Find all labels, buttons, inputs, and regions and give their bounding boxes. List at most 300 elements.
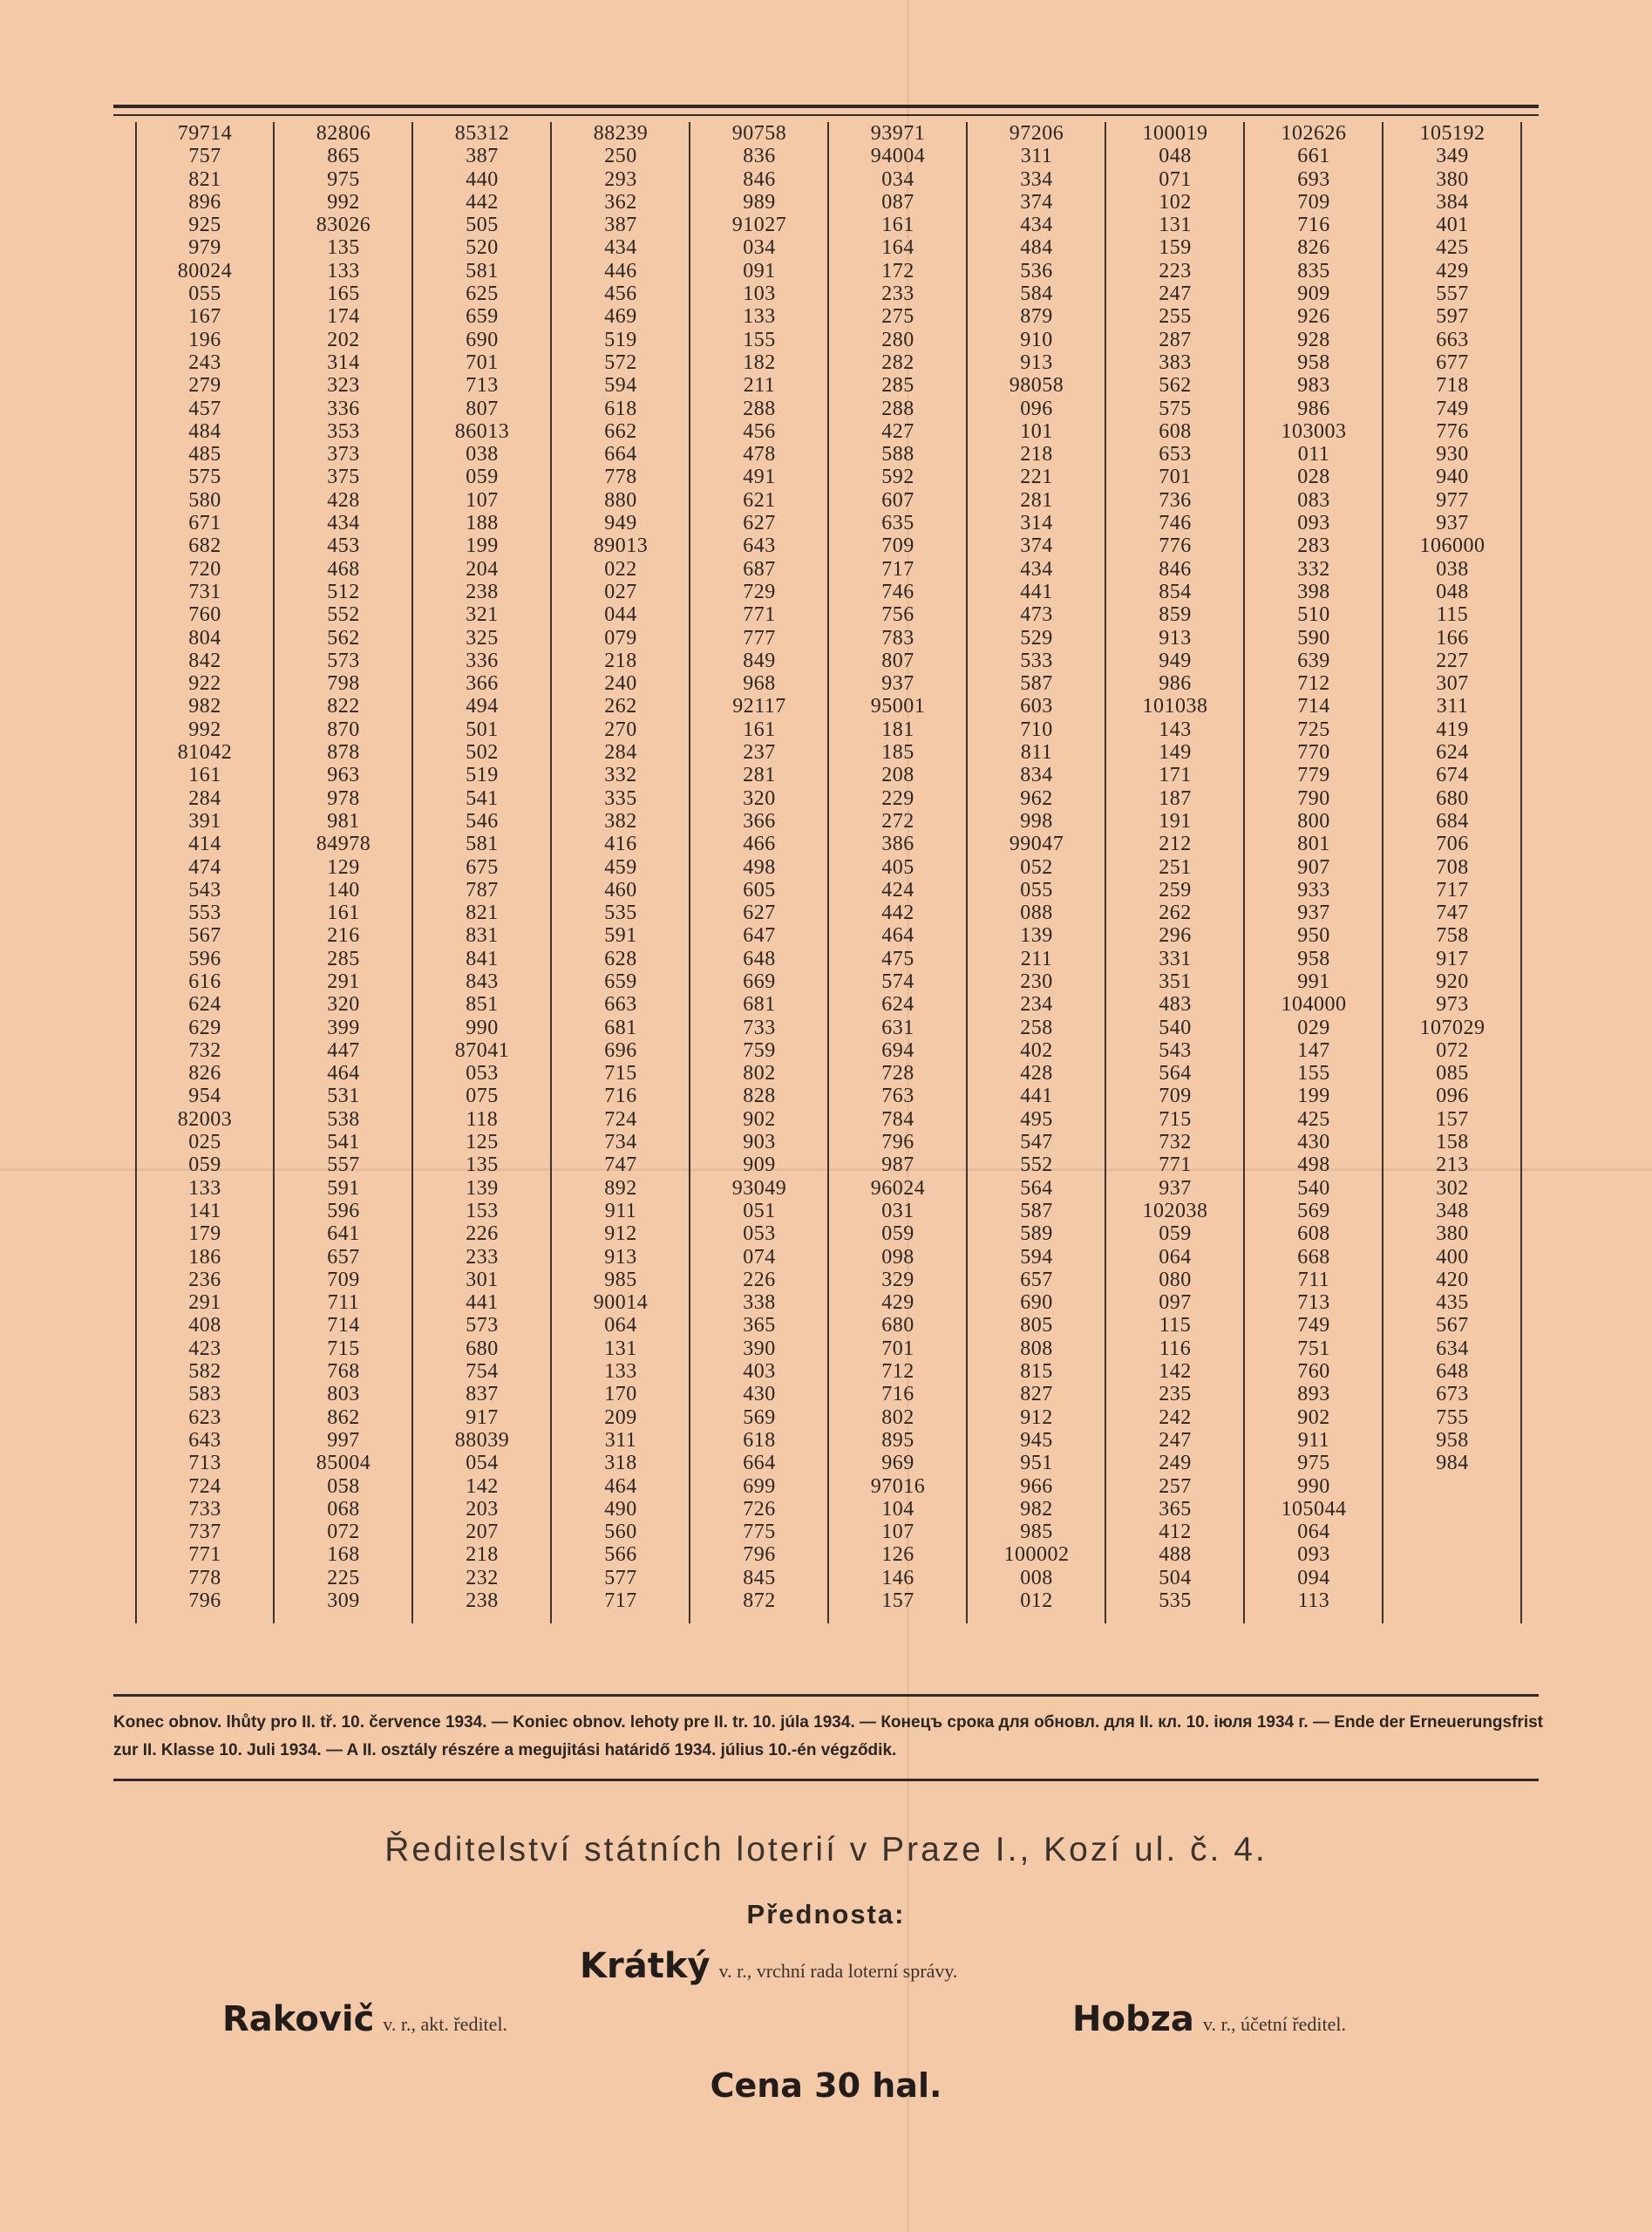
ticket-number: 048: [1436, 580, 1469, 603]
ticket-number: 580: [188, 488, 221, 512]
ticket-number: 643: [188, 1428, 221, 1452]
ticket-number: 080: [1159, 1268, 1192, 1291]
ticket-number: 115: [1159, 1314, 1192, 1337]
ticket-number: 831: [466, 924, 499, 948]
ticket-number: 992: [188, 718, 221, 741]
ticket-number: 717: [1436, 878, 1469, 902]
ticket-number: 659: [604, 970, 637, 993]
ticket-number: 491: [743, 466, 776, 489]
ticket-number: 854: [1159, 580, 1192, 603]
ticket-number: 291: [188, 1291, 221, 1315]
ticket-number: 235: [1159, 1383, 1192, 1406]
ticket-number: 488: [1159, 1543, 1192, 1567]
ticket-number: 416: [604, 833, 637, 856]
ticket-number: 531: [327, 1085, 360, 1108]
ticket-number: 907: [1297, 855, 1330, 879]
ticket-number: 498: [743, 855, 776, 879]
ticket-number: 383: [1159, 350, 1192, 374]
ticket-number: 329: [881, 1268, 914, 1291]
ticket-number: 842: [188, 649, 221, 672]
ticket-number: 690: [466, 328, 499, 351]
ticket-number: 732: [188, 1038, 221, 1062]
ticket-number: 913: [1159, 626, 1192, 650]
ticket-number: 485: [188, 443, 221, 466]
ticket-number: 025: [188, 1131, 221, 1154]
ticket-number: 196: [188, 328, 221, 351]
ticket-number: 209: [604, 1405, 637, 1429]
ticket-number: 714: [327, 1314, 360, 1337]
ticket-number: 828: [743, 1085, 776, 1108]
ticket-number: 034: [881, 167, 914, 191]
ticket-number: 484: [1020, 236, 1053, 260]
number-column-3: [414, 122, 552, 1623]
ticket-number: 048: [1159, 145, 1192, 168]
ticket-number: 442: [466, 190, 499, 214]
ticket-number: 459: [604, 855, 637, 879]
ticket-number: 116: [1159, 1337, 1192, 1360]
ticket-number: 159: [1159, 236, 1192, 260]
ticket-number: 255: [1159, 305, 1192, 329]
ticket-number: 84978: [316, 833, 371, 856]
ticket-number: 519: [604, 328, 637, 351]
ticket-number: 82806: [316, 122, 371, 145]
ticket-number: 174: [327, 305, 360, 329]
ticket-number: 079: [604, 626, 637, 650]
ticket-number: 841: [466, 947, 499, 970]
ticket-number: 90758: [731, 122, 787, 145]
ticket-number: 987: [881, 1153, 914, 1177]
ticket-number: 618: [743, 1428, 776, 1452]
ticket-number: 100002: [1003, 1543, 1070, 1567]
ticket-number: 191: [1159, 809, 1192, 833]
ticket-number: 158: [1436, 1131, 1469, 1154]
ticket-number: 129: [327, 855, 360, 879]
ticket-number: 716: [604, 1085, 637, 1108]
notice-top-rule: [113, 1694, 1539, 1697]
ticket-number: 85312: [454, 122, 510, 145]
ticket-number: 771: [743, 603, 776, 627]
ticket-number: 051: [743, 1199, 776, 1222]
ticket-number: 139: [466, 1176, 499, 1200]
ticket-number: 596: [188, 947, 221, 970]
ticket-number: 733: [743, 1016, 776, 1039]
ticket-number: 282: [881, 350, 914, 374]
ticket-number: 105192: [1419, 122, 1485, 145]
ticket-number: 975: [327, 167, 360, 191]
ticket-number: 862: [327, 1405, 360, 1429]
ticket-number: 072: [1436, 1038, 1469, 1062]
ticket-number: 468: [327, 557, 360, 581]
ticket-number: 540: [1159, 1016, 1192, 1039]
ticket-number: 457: [188, 397, 221, 420]
ticket-number: 466: [743, 833, 776, 856]
ticket-number: 172: [881, 259, 914, 282]
ticket-number: 711: [327, 1291, 360, 1315]
ticket-number: 237: [743, 741, 776, 765]
ticket-number: 928: [1297, 328, 1330, 351]
ticket-number: 896: [188, 190, 221, 214]
ticket-number: 879: [1020, 305, 1053, 329]
ticket-number: 710: [1020, 718, 1053, 741]
ticket-number: 591: [604, 924, 637, 948]
ticket-number: 102038: [1142, 1199, 1208, 1222]
ticket-number: 732: [1159, 1131, 1192, 1154]
ticket-number: 625: [466, 282, 499, 306]
ticket-number: 447: [327, 1038, 360, 1062]
ticket-number: 168: [327, 1543, 360, 1567]
ticket-number: 212: [1159, 833, 1192, 856]
renewal-deadline-notice: Konec obnov. lhůty pro II. tř. 10. července 1934. — Koniec obnov. lehoty pre II. tr. 10. júla 1934. — Конецъ срока для обновл. для II. кл. 10. іюля 1934 г. — Ende der Erneuerungsfrist zur II. Klasse 10. Juli 1934. — A II. osztály részére a megujitási határidő 1934. július 10.-én végződik.: [113, 1713, 1543, 1759]
ticket-number: 475: [881, 947, 914, 970]
ticket-number: 982: [188, 695, 221, 718]
ticket-number: 584: [1020, 282, 1053, 306]
ticket-number: 103003: [1281, 419, 1347, 443]
ticket-number: 709: [1297, 190, 1330, 214]
ticket-number: 055: [1020, 878, 1053, 902]
ticket-number: 399: [327, 1016, 360, 1039]
ticket-number: 754: [466, 1360, 499, 1384]
ticket-number: 97206: [1009, 122, 1064, 145]
ticket-number: 143: [1159, 718, 1192, 741]
number-column-1: [137, 122, 275, 1623]
ticket-number: 708: [1436, 855, 1469, 879]
ticket-number: 834: [1020, 764, 1053, 787]
ticket-number: 621: [743, 488, 776, 512]
ticket-number: 662: [604, 419, 637, 443]
ticket-number: 912: [604, 1222, 637, 1246]
ticket-number: 071: [1159, 167, 1192, 191]
ticket-number: 139: [1020, 924, 1053, 948]
ticket-number: 759: [743, 1038, 776, 1062]
ticket-number: 419: [1436, 718, 1469, 741]
ticket-number: 978: [327, 786, 360, 810]
ticket-number: 575: [1159, 397, 1192, 420]
ticket-number: 88239: [593, 122, 649, 145]
ticket-number: 784: [881, 1107, 914, 1131]
ticket-number: 827: [1020, 1383, 1053, 1406]
ticket-number: 038: [1436, 557, 1469, 581]
ticket-number: 495: [1020, 1107, 1053, 1131]
ticket-number: 390: [743, 1337, 776, 1360]
ticket-number: 597: [1436, 305, 1469, 329]
ticket-number: 484: [188, 419, 221, 443]
ticket-number: 89013: [593, 534, 649, 558]
ticket-number: 878: [327, 741, 360, 765]
ticket-number: 715: [327, 1337, 360, 1360]
ticket-number: 985: [604, 1268, 637, 1291]
ticket-number: 434: [604, 236, 637, 260]
ticket-number: 796: [743, 1543, 776, 1567]
ticket-number: 940: [1436, 466, 1469, 489]
ticket-number: 541: [327, 1131, 360, 1154]
ticket-number: 998: [1020, 809, 1053, 833]
ticket-number: 663: [1436, 328, 1469, 351]
ticket-number: 059: [881, 1222, 914, 1246]
ticket-number: 552: [327, 603, 360, 627]
ticket-number: 464: [881, 924, 914, 948]
ticket-number: 113: [1297, 1589, 1330, 1612]
ticket-number: 146: [881, 1566, 914, 1589]
signer-center: [580, 1946, 957, 1986]
ticket-number: 802: [743, 1062, 776, 1085]
ticket-number: 97016: [870, 1474, 926, 1498]
ticket-number: 564: [1020, 1176, 1053, 1200]
ticket-number: 603: [1020, 695, 1053, 718]
ticket-number: 910: [1020, 328, 1053, 351]
ticket-number: 803: [327, 1383, 360, 1406]
ticket-number: 434: [327, 512, 360, 535]
ticket-number: 142: [466, 1474, 499, 1498]
ticket-number: 865: [327, 145, 360, 168]
ticket-number: 760: [188, 603, 221, 627]
ticket-number: 681: [604, 1016, 637, 1039]
ticket-number: 053: [466, 1062, 499, 1085]
ticket-number: 311: [604, 1428, 637, 1452]
ticket-number: 412: [1159, 1521, 1192, 1544]
ticket-number: 223: [1159, 259, 1192, 282]
ticket-number: 575: [188, 466, 221, 489]
ticket-number: 81042: [177, 741, 233, 765]
ticket-number: 446: [604, 259, 637, 282]
ticket-number: 512: [327, 580, 360, 603]
ticket-number: 185: [881, 741, 914, 765]
ticket-number: 202: [327, 328, 360, 351]
ticket-number: 543: [188, 878, 221, 902]
ticket-number: 423: [188, 1337, 221, 1360]
ticket-number: 262: [1159, 902, 1192, 925]
ticket-number: 038: [466, 443, 499, 466]
winning-numbers-table: [135, 122, 1523, 1623]
ticket-number: 262: [604, 695, 637, 718]
ticket-number: 639: [1297, 649, 1330, 672]
ticket-number: 161: [327, 902, 360, 925]
ticket-number: 992: [327, 190, 360, 214]
ticket-number: 441: [1020, 1085, 1053, 1108]
ticket-number: 440: [466, 167, 499, 191]
head-label: Přednosta:: [746, 1899, 906, 1929]
ticket-number: 720: [188, 557, 221, 581]
ticket-number: 870: [327, 718, 360, 741]
ticket-number: 242: [1159, 1405, 1192, 1429]
ticket-number: 233: [466, 1245, 499, 1269]
ticket-number: 101: [1020, 419, 1053, 443]
ticket-number: 973: [1436, 993, 1469, 1017]
ticket-number: 331: [1159, 947, 1192, 970]
ticket-number: 713: [188, 1452, 221, 1475]
ticket-number: 334: [1020, 167, 1053, 191]
ticket-number: 096: [1436, 1085, 1469, 1108]
ticket-number: 627: [743, 512, 776, 535]
ticket-number: 064: [1297, 1521, 1330, 1544]
ticket-number: 755: [1436, 1405, 1469, 1429]
ticket-number: 318: [604, 1452, 637, 1475]
ticket-number: 105044: [1281, 1497, 1347, 1521]
ticket-number: 747: [1436, 902, 1469, 925]
ticket-number: 221: [1020, 466, 1053, 489]
ticket-number: 804: [188, 626, 221, 650]
ticket-number: 796: [188, 1589, 221, 1612]
ticket-number: 323: [327, 374, 360, 398]
ticket-number: 631: [881, 1016, 914, 1039]
ticket-number: 605: [743, 878, 776, 902]
ticket-number: 428: [327, 488, 360, 512]
ticket-number: 589: [1020, 1222, 1053, 1246]
ticket-number: 997: [327, 1428, 360, 1452]
ticket-number: 594: [1020, 1245, 1053, 1269]
ticket-number: 736: [1159, 488, 1192, 512]
ticket-number: 314: [327, 350, 360, 374]
ticket-number: 171: [1159, 764, 1192, 787]
ticket-number: 716: [1297, 214, 1330, 237]
ticket-number: 093: [1297, 512, 1330, 535]
ticket-number: 301: [466, 1268, 499, 1291]
ticket-number: 768: [327, 1360, 360, 1384]
ticket-number: 072: [327, 1521, 360, 1544]
ticket-number: 958: [1436, 1428, 1469, 1452]
ticket-number: 027: [604, 580, 637, 603]
ticket-number: 982: [1020, 1497, 1053, 1521]
ticket-number: 582: [188, 1360, 221, 1384]
ticket-number: 641: [327, 1222, 360, 1246]
ticket-number: 259: [1159, 878, 1192, 902]
ticket-number: 540: [1297, 1176, 1330, 1200]
ticket-number: 103: [743, 282, 776, 306]
ticket-number: 249: [1159, 1452, 1192, 1475]
ticket-number: 100019: [1142, 122, 1208, 145]
ticket-number: 717: [604, 1589, 637, 1612]
ticket-number: 569: [1297, 1199, 1330, 1222]
ticket-number: 826: [188, 1062, 221, 1085]
ticket-number: 664: [604, 443, 637, 466]
ticket-number: 86013: [454, 419, 510, 443]
ticket-number: 147: [1297, 1038, 1330, 1062]
ticket-number: 012: [1020, 1589, 1053, 1612]
ticket-number: 102: [1159, 190, 1192, 214]
ticket-number: 749: [1297, 1314, 1330, 1337]
ticket-number: 106000: [1419, 534, 1485, 558]
ticket-number: 668: [1297, 1245, 1330, 1269]
ticket-number: 590: [1297, 626, 1330, 650]
ticket-number: 011: [1297, 443, 1330, 466]
ticket-number: 085: [1436, 1062, 1469, 1085]
ticket-number: 657: [327, 1245, 360, 1269]
ticket-number: 787: [466, 878, 499, 902]
ticket-number: 802: [881, 1405, 914, 1429]
number-column-5: [691, 122, 829, 1623]
ticket-number: 821: [188, 167, 221, 191]
ticket-number: 365: [1159, 1497, 1192, 1521]
ticket-number: 771: [1159, 1153, 1192, 1177]
ticket-number: 93049: [731, 1176, 787, 1200]
ticket-number: 567: [188, 924, 221, 948]
ticket-number: 387: [604, 214, 637, 237]
ticket-number: 712: [1297, 672, 1330, 696]
ticket-number: 714: [1297, 695, 1330, 718]
ticket-number: 618: [604, 397, 637, 420]
ticket-number: 981: [327, 809, 360, 833]
ticket-number: 917: [1436, 947, 1469, 970]
ticket-number: 826: [1297, 236, 1330, 260]
ticket-number: 135: [466, 1153, 499, 1177]
ticket-number: 008: [1020, 1566, 1053, 1589]
ticket-number: 937: [1297, 902, 1330, 925]
ticket-number: 712: [881, 1360, 914, 1384]
ticket-number: 837: [466, 1383, 499, 1406]
ticket-number: 681: [743, 993, 776, 1017]
ticket-number: 937: [881, 672, 914, 696]
ticket-number: 533: [1020, 649, 1053, 672]
ticket-number: 909: [743, 1153, 776, 1177]
ticket-number: 983: [1297, 374, 1330, 398]
ticket-number: 207: [466, 1521, 499, 1544]
ticket-number: 807: [466, 397, 499, 420]
ticket-number: 91027: [731, 214, 787, 237]
ticket-number: 490: [604, 1497, 637, 1521]
ticket-number: 592: [881, 466, 914, 489]
ticket-number: 161: [743, 718, 776, 741]
ticket-number: 989: [743, 190, 776, 214]
ticket-number: 733: [188, 1497, 221, 1521]
signer-right-title: v. r., účetní ředitel.: [1202, 2013, 1347, 2035]
ticket-number: 648: [743, 947, 776, 970]
ticket-number: 552: [1020, 1153, 1053, 1177]
ticket-number: 321: [466, 603, 499, 627]
ticket-number: 926: [1297, 305, 1330, 329]
ticket-number: 562: [327, 626, 360, 650]
ticket-number: 647: [743, 924, 776, 948]
ticket-number: 375: [327, 466, 360, 489]
ticket-number: 218: [1020, 443, 1053, 466]
ticket-number: 990: [466, 1016, 499, 1039]
ticket-number: 504: [1159, 1566, 1192, 1589]
ticket-number: 102626: [1281, 122, 1347, 145]
ticket-number: 635: [881, 512, 914, 535]
ticket-number: 623: [188, 1405, 221, 1429]
ticket-number: 807: [881, 649, 914, 672]
ticket-number: 055: [188, 282, 221, 306]
ticket-number: 182: [743, 350, 776, 374]
ticket-number: 962: [1020, 786, 1053, 810]
ticket-number: 937: [1436, 512, 1469, 535]
ticket-number: 336: [327, 397, 360, 420]
ticket-number: 247: [1159, 1428, 1192, 1452]
ticket-number: 218: [466, 1543, 499, 1567]
ticket-number: 257: [1159, 1474, 1192, 1498]
ticket-number: 088: [1020, 902, 1053, 925]
ticket-number: 969: [881, 1452, 914, 1475]
ticket-number: 464: [604, 1474, 637, 1498]
ticket-number: 387: [466, 145, 499, 168]
price-label: Cena 30 hal.: [710, 2066, 942, 2105]
ticket-number: 800: [1297, 809, 1330, 833]
ticket-number: 126: [881, 1543, 914, 1567]
ticket-number: 669: [743, 970, 776, 993]
ticket-number: 232: [466, 1566, 499, 1589]
ticket-number: 694: [881, 1038, 914, 1062]
ticket-number: 538: [327, 1107, 360, 1131]
ticket-number: 917: [466, 1405, 499, 1429]
ticket-number: 895: [881, 1428, 914, 1452]
ticket-number: 87041: [454, 1038, 510, 1062]
ticket-number: 288: [743, 397, 776, 420]
ticket-number: 536: [1020, 259, 1053, 282]
ticket-number: 713: [1297, 1291, 1330, 1315]
ticket-number: 671: [188, 512, 221, 535]
ticket-number: 693: [1297, 167, 1330, 191]
ticket-number: 949: [1159, 649, 1192, 672]
ticket-number: 075: [466, 1085, 499, 1108]
ticket-number: 737: [188, 1521, 221, 1544]
